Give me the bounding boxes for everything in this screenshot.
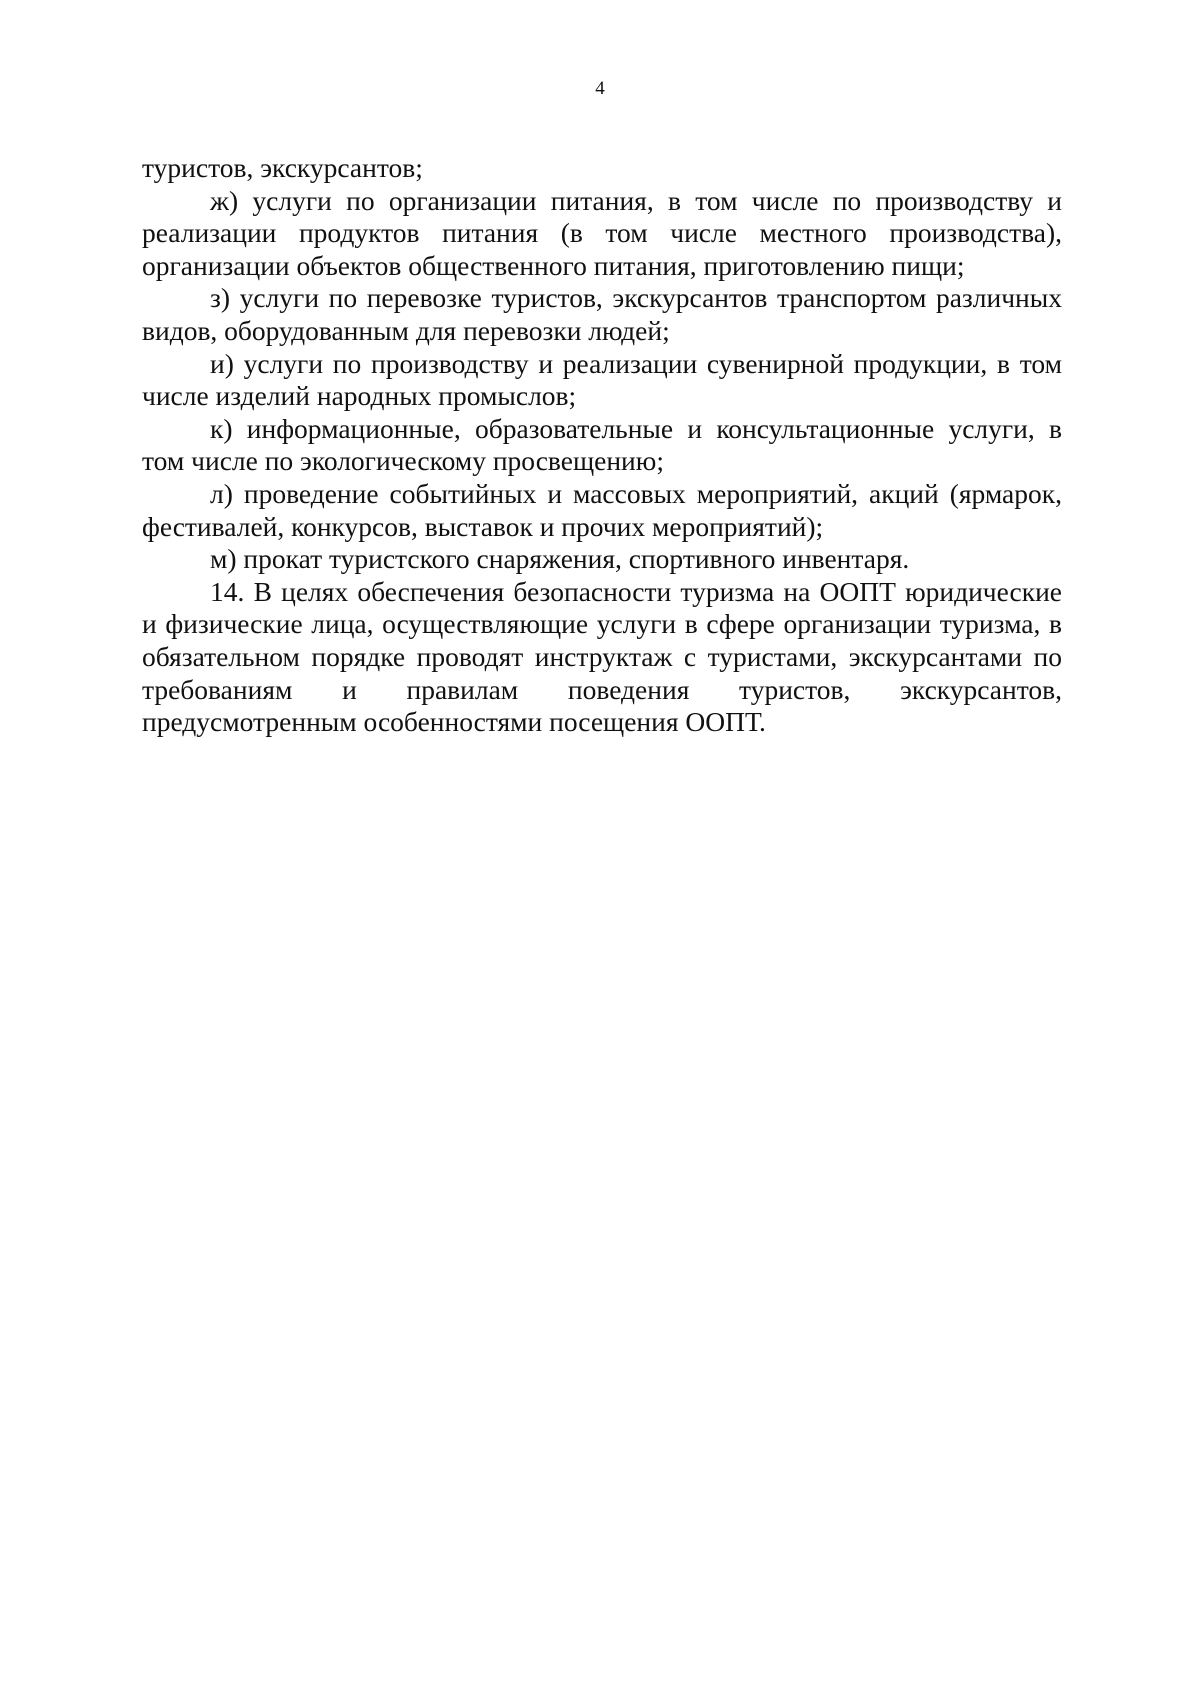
paragraph-item-l: л) проведение событийных и массовых мероприятий, акций (ярмарок, фестивалей, конкурсов, выставок и прочих мероприятий);: [142, 477, 1062, 542]
paragraph-item-m: м) прокат туристского снаряжения, спортивного инвентаря.: [210, 543, 910, 575]
paragraph-item-z: з) услуги по перевозке туристов, экскурсантов транспортом различных видов, оборудованным для перевозки людей;: [142, 282, 1062, 346]
paragraph-item-zh: ж) услуги по организации питания, в том числе по производству и реализации продуктов питания (в том числе местного производства), организации объектов общественного питания, приготовлению пищи;: [142, 184, 1062, 281]
page-number: 4: [595, 78, 605, 99]
paragraph-section-14: 14. В целях обеспечения безопасности туризма на ООПТ юридические и физические лица, осуществляющие услуги в сфере организации туризма, в обязательном порядке проводят инструктаж с туристами, экскурсантами по требованиям и правилам поведения туристов, экскурсантов, предусмотренным особенностями посещения ООПТ.: [142, 575, 1062, 738]
paragraph-item-k: к) информационные, образовательные и консультационные услуги, в том числе по экологическому просвещению;: [142, 412, 1062, 477]
document-body: [142, 152, 1062, 739]
paragraph-item-i: и) услуги по производству и реализации сувенирной продукции, в том числе изделий народных промыслов;: [142, 347, 1062, 412]
paragraph-continuation: туристов, экскурсантов;: [142, 152, 423, 183]
